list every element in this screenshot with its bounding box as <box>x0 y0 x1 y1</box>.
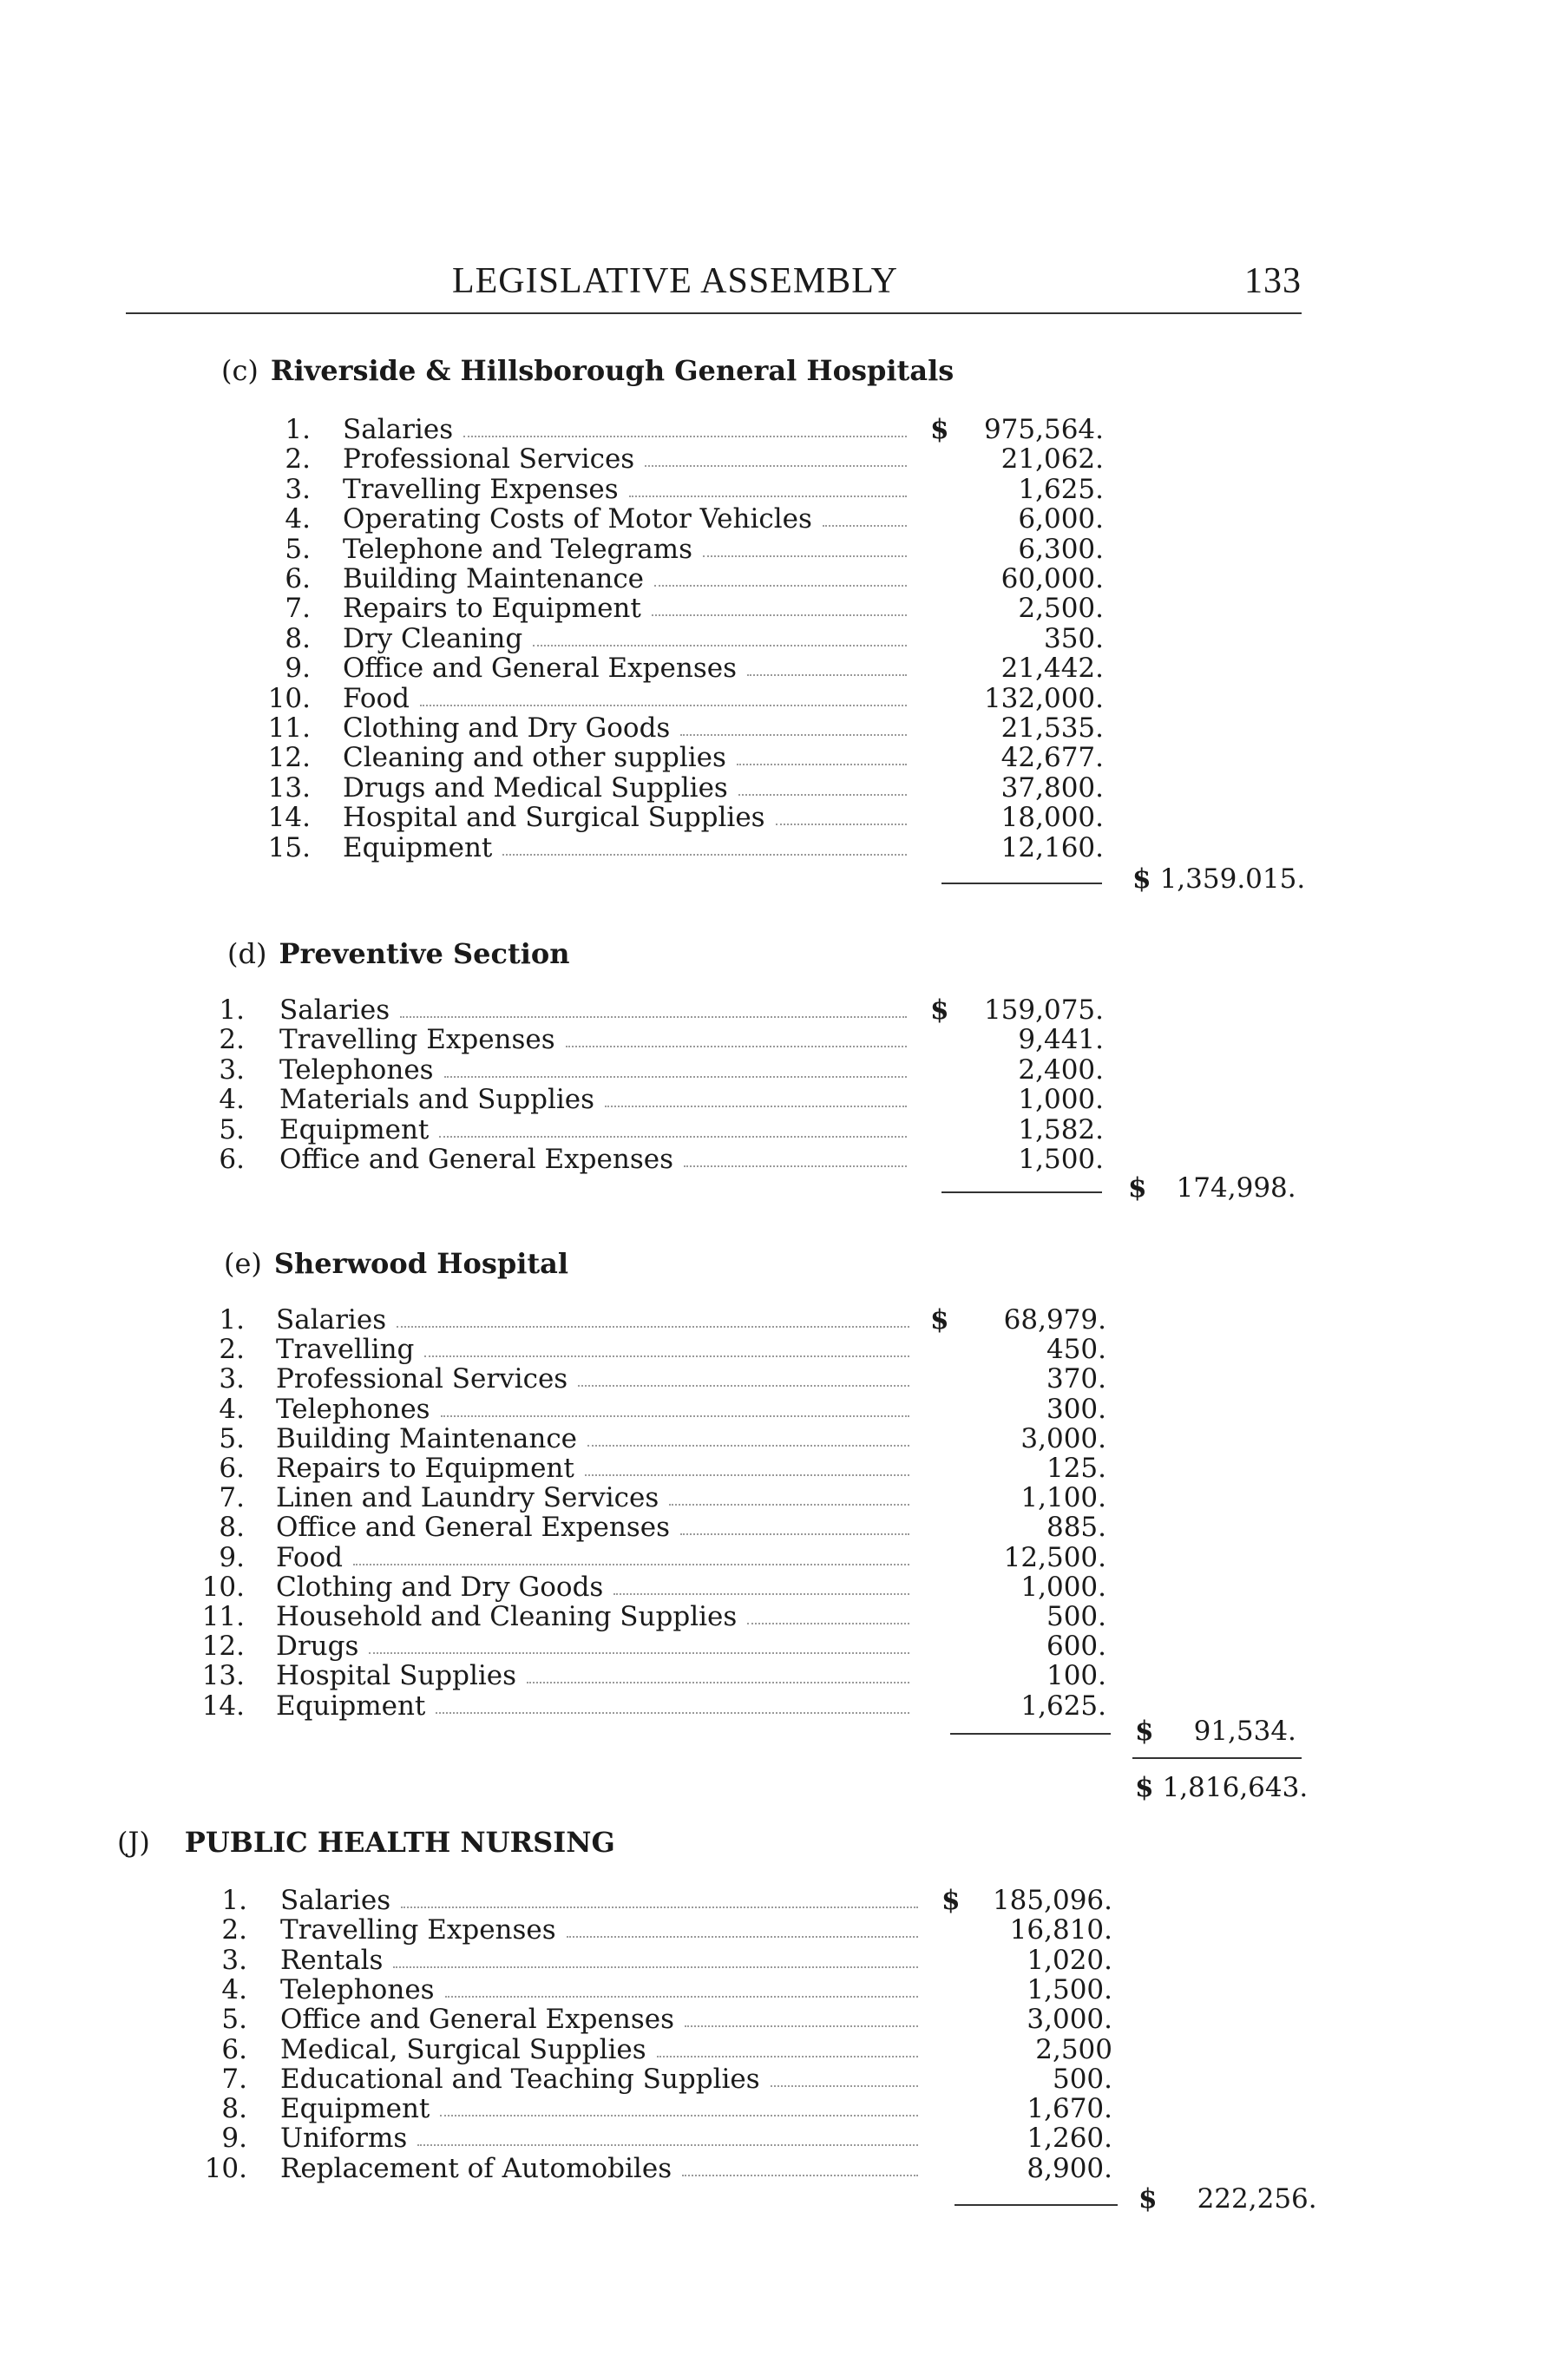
line-item-number: 1. <box>219 994 245 1026</box>
line-item-amount: 1,260. <box>1027 2123 1112 2155</box>
line-item-label: Telephones <box>280 1973 435 2005</box>
line-item-amount: 18,000. <box>1001 802 1104 834</box>
line-item-amount: 1,670. <box>1027 2093 1112 2125</box>
grand-total <box>1135 1772 1308 1803</box>
line-item-label: Repairs to Equipment <box>276 1453 574 1484</box>
line-item-label: Cleaning and other supplies <box>343 742 726 774</box>
line-item-row <box>0 2035 1568 2064</box>
dot-leader <box>823 525 907 527</box>
dot-leader <box>776 824 907 825</box>
line-item-label: Building Maintenance <box>343 563 645 594</box>
line-item-row <box>0 1631 1568 1661</box>
line-item-label: Drugs and Medical Supplies <box>343 771 728 804</box>
section-c-heading <box>221 354 954 387</box>
line-item-label: Equipment <box>276 1690 426 1722</box>
line-item-row <box>0 1025 1568 1054</box>
line-item-row <box>0 684 1568 713</box>
dot-leader <box>445 1996 918 1998</box>
line-item-number: 11. <box>201 1601 245 1632</box>
line-item-number: 4. <box>221 1973 247 2005</box>
line-item-amount: 1,020. <box>1027 1944 1112 1976</box>
line-item-number: 10. <box>267 682 311 714</box>
line-item-amount: 370. <box>1046 1363 1106 1395</box>
section-title: Sherwood Hospital <box>273 1247 569 1280</box>
line-item-row <box>0 653 1568 683</box>
line-item-row <box>0 415 1568 444</box>
line-item-number: 3. <box>219 1363 245 1395</box>
line-item-label: Telephones <box>276 1393 430 1425</box>
line-item-row <box>0 2154 1568 2183</box>
dot-leader <box>436 1712 909 1714</box>
line-item-label: Office and General Expenses <box>279 1144 673 1175</box>
line-item-row <box>0 995 1568 1025</box>
line-item-label: Medical, Surgical Supplies <box>280 2033 646 2065</box>
dot-leader <box>684 1165 907 1167</box>
section-d-total-amount: 174,998. <box>1176 1172 1296 1204</box>
line-item-amount: 12,160. <box>1001 831 1104 863</box>
line-item-number: 8. <box>221 2093 247 2125</box>
line-item-number: 14. <box>201 1690 245 1722</box>
line-item-amount: 3,000. <box>1027 2004 1112 2036</box>
line-item-row <box>0 1602 1568 1631</box>
dot-leader <box>587 1445 909 1447</box>
section-title: Preventive Section <box>279 937 570 970</box>
line-item-label: Building Maintenance <box>276 1422 578 1454</box>
line-item-row <box>0 475 1568 504</box>
line-item-label: Drugs <box>276 1631 359 1663</box>
section-j-heading <box>117 1826 615 1859</box>
dot-leader <box>747 1623 909 1624</box>
line-item-row <box>0 1661 1568 1690</box>
line-item-row <box>0 1513 1568 1542</box>
line-item-label: Food <box>276 1541 343 1573</box>
line-item-number: 4. <box>219 1393 245 1425</box>
dot-leader <box>353 1564 909 1565</box>
line-item-number: 6. <box>221 2033 247 2065</box>
line-item-row <box>0 1085 1568 1114</box>
section-e-heading <box>224 1247 568 1280</box>
line-item-row <box>0 1691 1568 1721</box>
line-item-number: 2. <box>221 1914 247 1946</box>
line-item-amount: 1,100. <box>1020 1482 1106 1514</box>
line-item-amount: 68,979. <box>1003 1304 1106 1336</box>
line-item-row <box>0 2094 1568 2123</box>
dot-leader <box>440 2115 918 2116</box>
line-item-label: Telephone and Telegrams <box>343 533 692 565</box>
section-j-total-amount: 222,256. <box>1197 2183 1317 2215</box>
line-item-number: 13. <box>267 771 311 804</box>
line-item-number: 5. <box>285 533 311 565</box>
section-d-total-dollar: $ <box>1128 1172 1147 1204</box>
dot-leader <box>645 465 907 467</box>
line-item-number: 6. <box>285 563 311 594</box>
line-item-label: Salaries <box>276 1304 387 1336</box>
line-item-number: 12. <box>201 1631 245 1663</box>
section-c-subtotal-rule <box>941 883 1102 884</box>
line-item-amount: 1,500. <box>1018 1144 1104 1175</box>
line-item-amount: 1,000. <box>1020 1571 1106 1603</box>
line-item-row <box>0 1946 1568 1975</box>
section-letter: (d) <box>227 937 267 970</box>
section-c-total-amount: 1,359.015. <box>1159 863 1306 895</box>
section-d-total <box>1128 1172 1296 1204</box>
line-item-label: Equipment <box>343 831 493 863</box>
line-item-number: 12. <box>267 742 311 774</box>
line-item-number: 7. <box>219 1482 245 1514</box>
line-item-row <box>0 1115 1568 1145</box>
line-item-row <box>0 535 1568 564</box>
line-item-amount: 6,000. <box>1018 503 1104 535</box>
line-item-label: Professional Services <box>343 443 635 476</box>
line-item-row <box>0 2005 1568 2034</box>
grand-total-dollar: $ <box>1135 1772 1154 1803</box>
line-item-amount: 8,900. <box>1027 2152 1112 2184</box>
line-item-amount: 37,800. <box>1001 771 1104 804</box>
line-item-row <box>0 1454 1568 1483</box>
line-item-row <box>0 833 1568 863</box>
dot-leader <box>502 854 907 856</box>
section-j-total <box>1138 2183 1317 2215</box>
line-item-amount: 500. <box>1052 2063 1112 2095</box>
line-item-number: 14. <box>267 802 311 834</box>
dot-leader <box>417 2144 918 2146</box>
line-item-amount: 42,677. <box>1001 742 1104 774</box>
line-item-amount: 1,000. <box>1018 1084 1104 1116</box>
line-item-label: Office and General Expenses <box>280 2004 674 2036</box>
line-item-label: Repairs to Equipment <box>343 593 641 625</box>
dot-leader <box>397 1326 909 1328</box>
line-item-amount: 125. <box>1046 1453 1106 1484</box>
line-item-amount: 1,625. <box>1018 473 1104 505</box>
line-item-number: 2. <box>219 1024 245 1056</box>
line-item-number: 6. <box>219 1453 245 1484</box>
line-item-dollar-sign: $ <box>930 414 949 445</box>
section-d-subtotal-rule <box>941 1191 1102 1193</box>
line-item-label: Operating Costs of Motor Vehicles <box>343 503 812 535</box>
line-item-amount: 2,500 <box>1035 2033 1112 2065</box>
dot-leader <box>420 705 907 706</box>
line-item-amount: 3,000. <box>1020 1422 1106 1454</box>
dot-leader <box>605 1106 907 1107</box>
line-item-number: 5. <box>219 1113 245 1145</box>
line-item-label: Rentals <box>280 1944 384 1976</box>
line-item-amount: 885. <box>1046 1512 1106 1544</box>
line-item-amount: 1,582. <box>1018 1113 1104 1145</box>
line-item-number: 4. <box>285 503 311 535</box>
line-item-amount: 2,500. <box>1018 593 1104 625</box>
line-item-number: 1. <box>285 414 311 445</box>
line-item-amount: 975,564. <box>983 414 1104 445</box>
line-item-label: Travelling Expenses <box>343 473 619 505</box>
line-item-number: 8. <box>285 622 311 654</box>
line-item-number: 1. <box>219 1304 245 1336</box>
dot-leader <box>652 614 907 616</box>
grand-total-amount: 1,816,643. <box>1162 1772 1309 1803</box>
dot-leader <box>444 1076 907 1078</box>
dot-leader <box>737 764 907 765</box>
section-j-subtotal-rule <box>955 2204 1118 2206</box>
dot-leader <box>527 1682 909 1683</box>
dot-leader <box>533 645 907 646</box>
section-letter: (e) <box>224 1247 262 1280</box>
section-j-total-dollar: $ <box>1138 2183 1158 2215</box>
line-item-label: Hospital and Surgical Supplies <box>343 802 765 834</box>
line-item-row <box>0 1543 1568 1572</box>
line-item-row <box>0 1572 1568 1602</box>
line-item-row <box>0 1886 1568 1915</box>
line-item-number: 7. <box>285 593 311 625</box>
line-item-amount: 21,535. <box>1001 712 1104 744</box>
line-item-amount: 9,441. <box>1018 1024 1104 1056</box>
line-item-label: Linen and Laundry Services <box>276 1482 659 1514</box>
dot-leader <box>703 555 907 557</box>
line-item-number: 10. <box>204 2152 247 2184</box>
line-item-row <box>0 2123 1568 2153</box>
dot-leader <box>369 1652 909 1654</box>
line-item-label: Hospital Supplies <box>276 1660 517 1692</box>
line-item-label: Replacement of Automobiles <box>280 2152 672 2184</box>
line-item-label: Salaries <box>343 414 454 445</box>
line-item-label: Educational and Teaching Supplies <box>280 2063 760 2095</box>
line-item-label: Telephones <box>279 1053 434 1086</box>
section-e-subtotal-rule <box>950 1733 1111 1735</box>
line-item-label: Materials and Supplies <box>279 1084 595 1116</box>
line-item-number: 9. <box>219 1541 245 1573</box>
line-item-label: Salaries <box>280 1885 391 1916</box>
line-item-amount: 1,500. <box>1027 1973 1112 2005</box>
header-rule <box>126 312 1302 314</box>
line-item-amount: 21,062. <box>1001 443 1104 476</box>
line-item-label: Household and Cleaning Supplies <box>276 1601 738 1632</box>
section-title: PUBLIC HEALTH NURSING <box>184 1826 615 1859</box>
line-item-label: Travelling Expenses <box>280 1914 556 1946</box>
line-item-row <box>0 773 1568 803</box>
line-item-number: 1. <box>221 1885 247 1916</box>
section-e-total <box>1135 1716 1296 1747</box>
line-item-number: 8. <box>219 1512 245 1544</box>
line-item-dollar-sign: $ <box>930 1304 949 1336</box>
line-item-amount: 500. <box>1046 1601 1106 1632</box>
line-item-amount: 2,400. <box>1018 1053 1104 1086</box>
dot-leader <box>585 1474 909 1476</box>
line-item-number: 3. <box>221 1944 247 1976</box>
dot-leader <box>771 2085 918 2087</box>
line-item-amount: 600. <box>1046 1631 1106 1663</box>
dot-leader <box>654 585 907 587</box>
line-item-label: Equipment <box>280 2093 430 2125</box>
line-item-row <box>0 743 1568 772</box>
line-item-amount: 185,096. <box>992 1885 1112 1916</box>
grand-total-rule <box>1132 1757 1302 1759</box>
dot-leader <box>680 734 907 736</box>
line-item-number: 3. <box>219 1053 245 1086</box>
line-item-label: Office and General Expenses <box>276 1512 670 1544</box>
dot-leader <box>393 1966 918 1968</box>
dot-leader <box>685 2025 918 2027</box>
line-item-row <box>0 1424 1568 1454</box>
line-item-amount: 159,075. <box>983 994 1104 1026</box>
line-item-amount: 100. <box>1046 1660 1106 1692</box>
line-item-row <box>0 504 1568 534</box>
section-title: Riverside & Hillsborough General Hospitals <box>270 354 955 387</box>
page-number: 133 <box>1244 261 1302 301</box>
line-item-row <box>0 1335 1568 1364</box>
line-item-label: Uniforms <box>280 2123 408 2155</box>
dot-leader <box>738 794 907 796</box>
line-item-amount: 350. <box>1043 622 1104 654</box>
line-item-number: 7. <box>221 2063 247 2095</box>
line-item-number: 15. <box>267 831 311 863</box>
line-item-label: Travelling Expenses <box>279 1024 555 1056</box>
line-item-row <box>0 1395 1568 1424</box>
dot-leader <box>682 2175 918 2176</box>
line-item-row <box>0 1145 1568 1174</box>
dot-leader <box>578 1385 909 1387</box>
dot-leader <box>463 436 907 437</box>
header-title: LEGISLATIVE ASSEMBLY <box>452 261 898 301</box>
line-item-row <box>0 564 1568 594</box>
section-letter: (c) <box>221 354 259 387</box>
line-item-label: Clothing and Dry Goods <box>276 1571 604 1603</box>
dot-leader <box>747 674 907 676</box>
line-item-amount: 450. <box>1046 1334 1106 1366</box>
dot-leader <box>566 1046 907 1047</box>
line-item-number: 2. <box>219 1334 245 1366</box>
line-item-label: Salaries <box>279 994 390 1026</box>
dot-leader <box>439 1136 907 1138</box>
line-item-amount: 16,810. <box>1009 1914 1112 1946</box>
line-item-number: 10. <box>201 1571 245 1603</box>
line-item-amount: 300. <box>1046 1393 1106 1425</box>
line-item-dollar-sign: $ <box>930 994 949 1026</box>
dot-leader <box>401 1906 918 1908</box>
dot-leader <box>680 1533 909 1535</box>
dot-leader <box>657 2056 918 2057</box>
line-item-number: 2. <box>285 443 311 476</box>
line-item-row <box>0 1915 1568 1945</box>
line-item-row <box>0 1975 1568 2005</box>
section-c-total-dollar: $ <box>1132 863 1151 895</box>
section-c-total <box>1132 863 1305 895</box>
line-item-number: 13. <box>201 1660 245 1692</box>
line-item-label: Office and General Expenses <box>343 653 737 685</box>
line-item-amount: 1,625. <box>1020 1690 1106 1722</box>
dot-leader <box>441 1415 909 1417</box>
line-item-label: Professional Services <box>276 1363 568 1395</box>
line-item-number: 9. <box>221 2123 247 2155</box>
line-item-number: 9. <box>285 653 311 685</box>
section-e-total-dollar: $ <box>1135 1716 1154 1747</box>
line-item-label: Dry Cleaning <box>343 622 523 654</box>
line-item-amount: 21,442. <box>1001 653 1104 685</box>
line-item-row <box>0 2064 1568 2094</box>
line-item-number: 5. <box>219 1422 245 1454</box>
line-item-amount: 12,500. <box>1003 1541 1106 1573</box>
line-item-label: Clothing and Dry Goods <box>343 712 671 744</box>
line-item-label: Equipment <box>279 1113 430 1145</box>
line-item-dollar-sign: $ <box>941 1885 961 1916</box>
line-item-number: 6. <box>219 1144 245 1175</box>
line-item-number: 3. <box>285 473 311 505</box>
line-item-row <box>0 594 1568 623</box>
line-item-row <box>0 1483 1568 1513</box>
dot-leader <box>424 1355 909 1357</box>
line-item-row <box>0 624 1568 653</box>
line-item-row <box>0 803 1568 832</box>
line-item-number: 5. <box>221 2004 247 2036</box>
section-d-heading <box>227 937 569 970</box>
line-item-row <box>0 1364 1568 1394</box>
line-item-amount: 132,000. <box>983 682 1104 714</box>
dot-leader <box>613 1593 909 1595</box>
line-item-row <box>0 713 1568 743</box>
line-item-label: Travelling <box>276 1334 415 1366</box>
line-item-number: 4. <box>219 1084 245 1116</box>
line-item-row <box>0 1055 1568 1085</box>
dot-leader <box>567 1936 918 1938</box>
section-letter: (J) <box>117 1826 150 1859</box>
dot-leader <box>400 1016 907 1018</box>
section-e-total-amount: 91,534. <box>1193 1716 1296 1747</box>
dot-leader <box>669 1504 909 1506</box>
line-item-label: Food <box>343 682 410 714</box>
line-item-row <box>0 444 1568 474</box>
line-item-amount: 60,000. <box>1001 563 1104 594</box>
line-item-amount: 6,300. <box>1018 533 1104 565</box>
line-item-number: 11. <box>267 712 311 744</box>
dot-leader <box>629 495 907 497</box>
line-item-row <box>0 1305 1568 1335</box>
